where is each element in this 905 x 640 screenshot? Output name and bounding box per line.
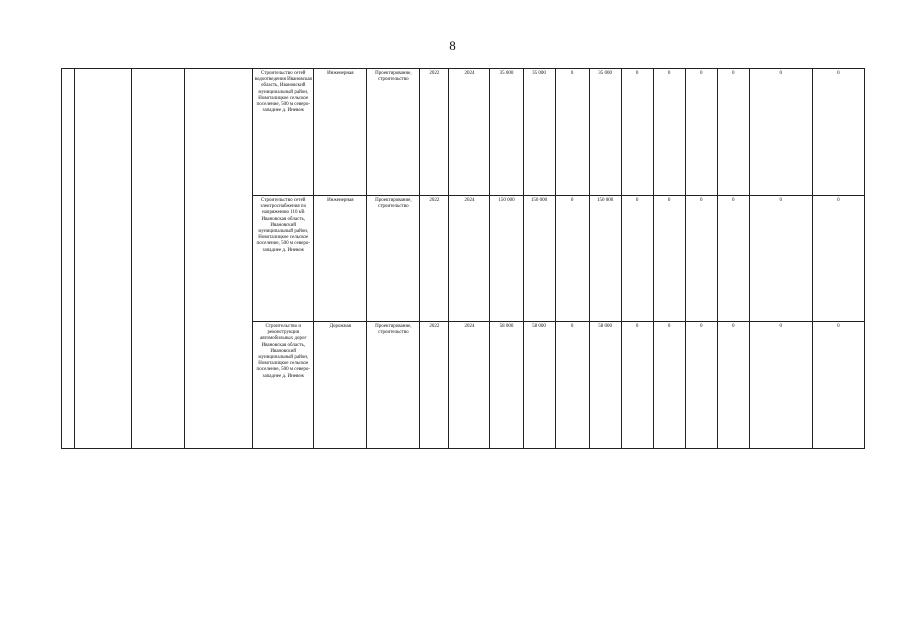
cell-value: 35 000 bbox=[523, 69, 555, 196]
cell-value: 0 bbox=[621, 69, 653, 196]
page-number: 8 bbox=[449, 38, 456, 53]
cell-value: 0 bbox=[717, 69, 749, 196]
cell-value: 0 bbox=[812, 322, 864, 449]
cell-value: 0 bbox=[717, 322, 749, 449]
cell-value: 150 000 bbox=[523, 196, 555, 322]
cell-project-name: Строительство сетей электроснабжения по напряжению 110 кВ Ивановская область, Ивановский муниципальный район, Новоталицкое сельское поселение, 500 м северо-западнее д. Иневеж bbox=[253, 196, 314, 322]
cell-value: 0 bbox=[555, 69, 589, 196]
cell-category: Дорожная bbox=[314, 322, 367, 449]
cell-start-year: 2022 bbox=[420, 322, 449, 449]
cell-total: 150 000 bbox=[490, 196, 523, 322]
cell-value: 0 bbox=[749, 69, 812, 196]
cell-value: 0 bbox=[653, 69, 685, 196]
cell-value: 0 bbox=[685, 69, 717, 196]
cell-value: 0 bbox=[749, 196, 812, 322]
cell-blank bbox=[75, 69, 132, 449]
table-row bbox=[62, 69, 865, 196]
cell-value: 0 bbox=[685, 322, 717, 449]
cell-value: 0 bbox=[621, 196, 653, 322]
cell-value: 0 bbox=[555, 196, 589, 322]
cell-blank bbox=[185, 69, 253, 449]
cell-value: 0 bbox=[812, 69, 864, 196]
cell-value: 0 bbox=[685, 196, 717, 322]
cell-total: 58 000 bbox=[490, 322, 523, 449]
cell-value: 0 bbox=[749, 322, 812, 449]
cell-value: 0 bbox=[812, 196, 864, 322]
cell-category: Инженерная bbox=[314, 196, 367, 322]
cell-category: Инженерная bbox=[314, 69, 367, 196]
cell-stage: Проектирование, строительство bbox=[367, 196, 420, 322]
cell-value: 35 000 bbox=[589, 69, 621, 196]
cell-value: 0 bbox=[653, 322, 685, 449]
cell-end-year: 2024 bbox=[449, 196, 490, 322]
cell-total: 35 000 bbox=[490, 69, 523, 196]
cell-blank bbox=[132, 69, 185, 449]
cell-index bbox=[62, 69, 75, 449]
cell-value: 58 000 bbox=[523, 322, 555, 449]
cell-stage: Проектирование, строительство bbox=[367, 69, 420, 196]
cell-start-year: 2022 bbox=[420, 69, 449, 196]
cell-stage: Проектирование, строительство bbox=[367, 322, 420, 449]
cell-end-year: 2024 bbox=[449, 322, 490, 449]
cell-value: 0 bbox=[621, 322, 653, 449]
cell-value: 0 bbox=[555, 322, 589, 449]
cell-value: 0 bbox=[717, 196, 749, 322]
cell-end-year: 2024 bbox=[449, 69, 490, 196]
investment-projects-table bbox=[61, 68, 865, 449]
cell-project-name: Строительство сетей водоотведения Ивановская область, Ивановский муниципальный район, Новоталицкое сельское поселение, 500 м северо-западнее д. Иневеж bbox=[253, 69, 314, 196]
cell-value: 58 000 bbox=[589, 322, 621, 449]
cell-start-year: 2022 bbox=[420, 196, 449, 322]
cell-project-name: Строительство и реконструкция автомобильных дорог Ивановская область, Ивановский муниципальный район, Новоталицкое сельское поселение, 500 м северо-западнее д. Иневеж bbox=[253, 322, 314, 449]
cell-value: 0 bbox=[653, 196, 685, 322]
cell-value: 150 000 bbox=[589, 196, 621, 322]
